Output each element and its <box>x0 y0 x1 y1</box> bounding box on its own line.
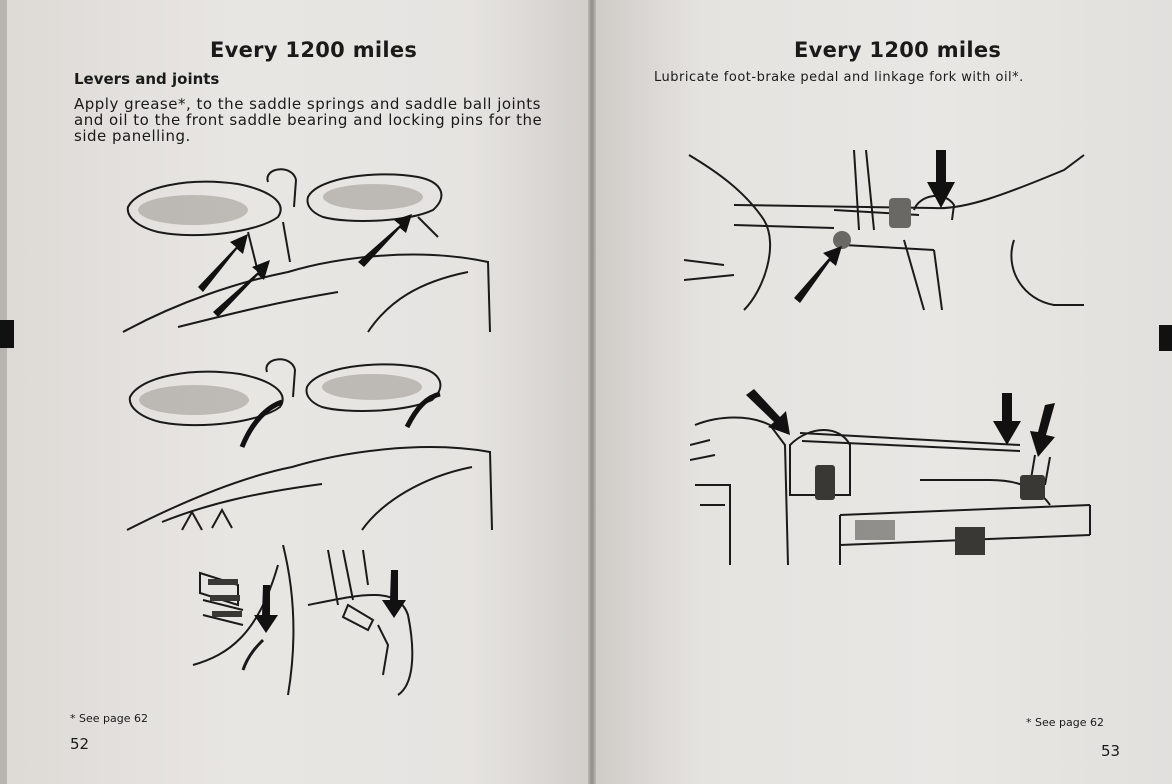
left-page-number: 52 <box>70 735 90 753</box>
foot-brake-pedal-illustration <box>684 150 1089 315</box>
left-page-body-text: Apply grease*, to the saddle springs and saddle ball joints and oil to the front saddle bearing and locking pins for the side panelling. <box>74 95 543 145</box>
right-page-body-text: Lubricate foot-brake pedal and linkage fork with oil*. <box>654 70 1024 85</box>
right-page-footnote: * See page 62 <box>1026 716 1104 729</box>
left-page-title: Every 1200 miles <box>210 38 418 62</box>
section-tab-marker <box>0 320 14 348</box>
saddle-springs-illustration <box>118 162 498 337</box>
section-tab-marker-right <box>1159 325 1172 351</box>
left-page-subheading: Levers and joints <box>74 70 220 88</box>
book-gutter <box>588 0 596 784</box>
side-panel-locking-pins-illustration <box>188 545 423 700</box>
right-page <box>596 0 1172 784</box>
right-page-title: Every 1200 miles <box>794 38 1002 62</box>
saddle-ball-joints-illustration <box>122 352 494 534</box>
right-page-number: 53 <box>1101 742 1121 760</box>
brake-linkage-fork-illustration <box>690 385 1095 577</box>
left-page-footnote: * See page 62 <box>70 712 148 725</box>
left-page-edge <box>0 0 7 784</box>
